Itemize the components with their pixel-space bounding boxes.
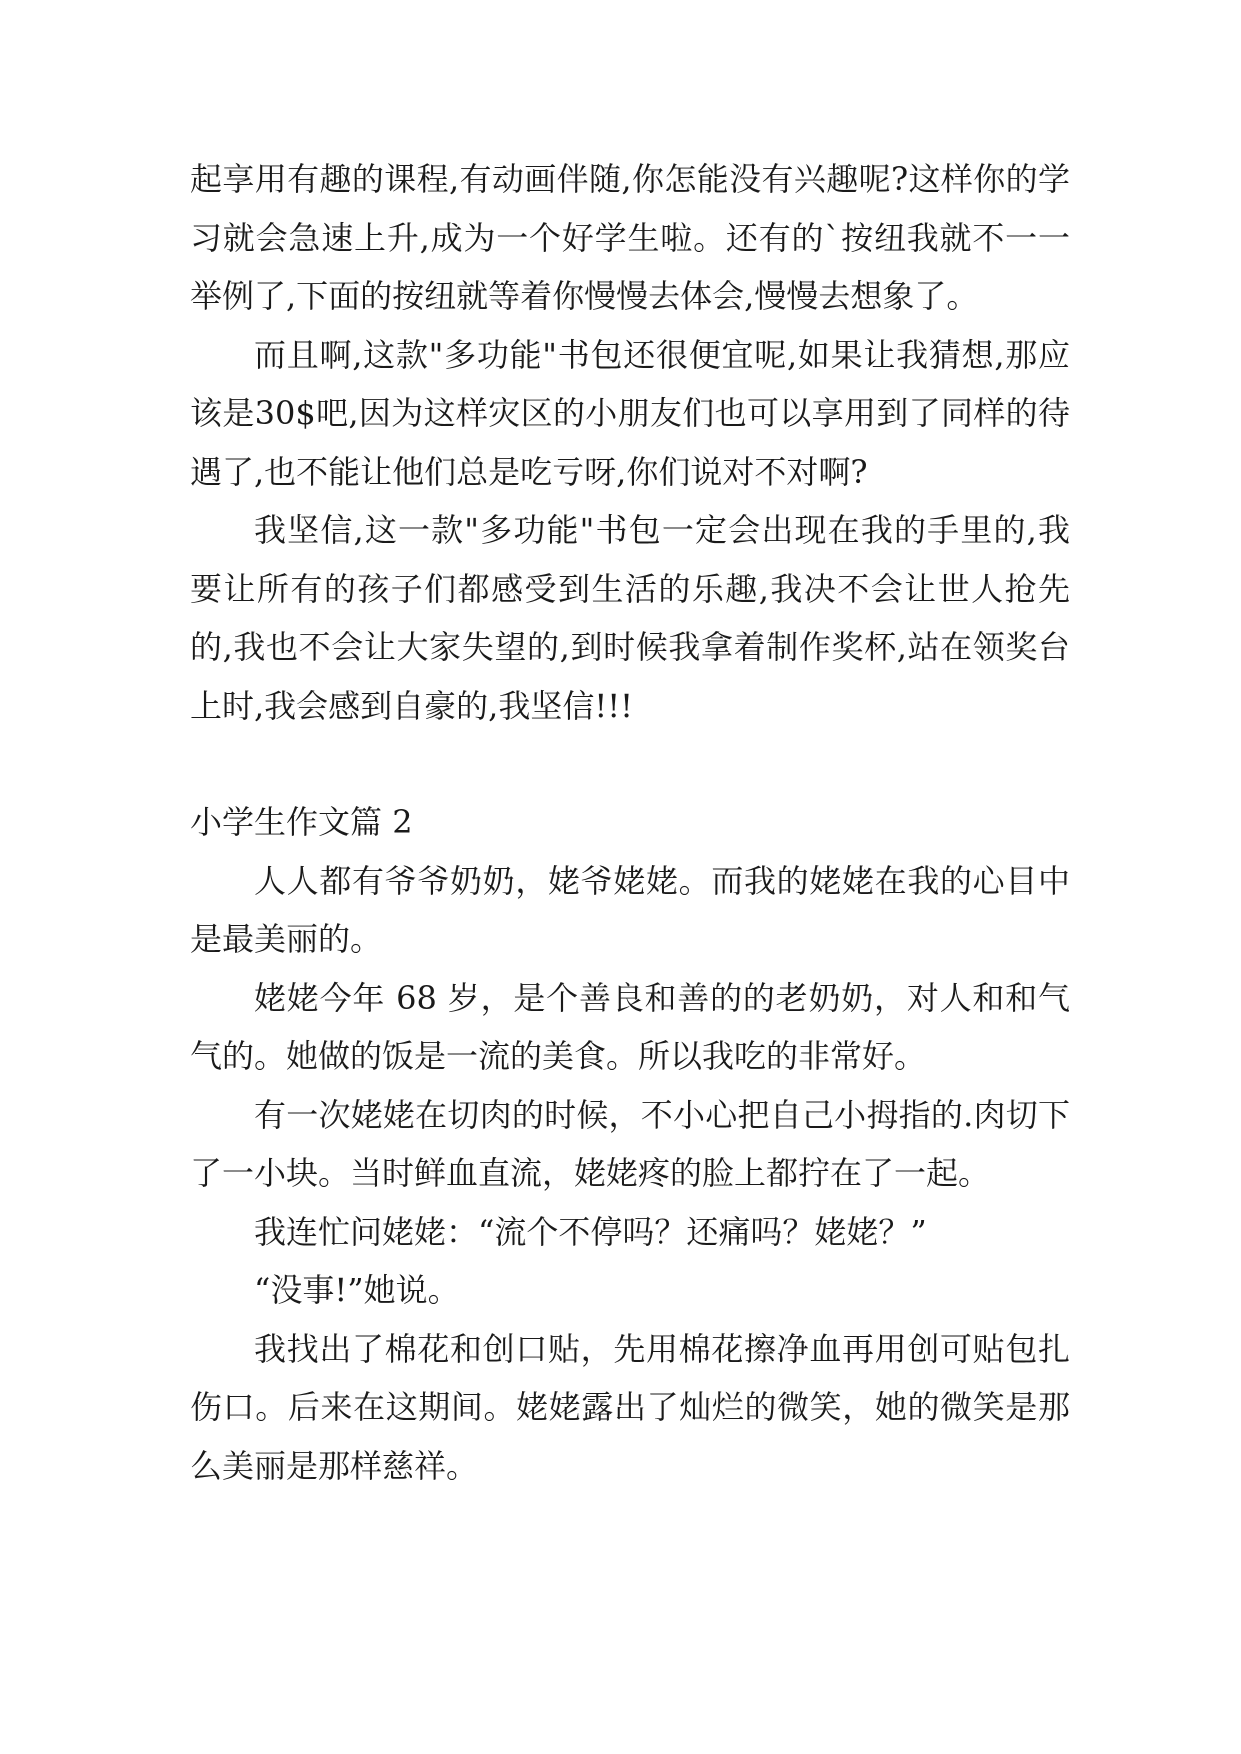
paragraph: “没事!”她说。 <box>254 1271 460 1309</box>
document-body <box>190 150 1070 1495</box>
paragraph: 人人都有爷爷奶奶，姥爷姥姥。而我的姥姥在我的心目中是最美丽的。 <box>190 861 1070 958</box>
section-heading-title: 小学生作文 <box>190 803 351 841</box>
paragraph: 起享用有趣的课程,有动画伴随,你怎能没有兴趣呢?这样你的学习就会急速上升,成为一个好学生啦。还有的`按纽我就不一一举例了,下面的按纽就等着你慢慢去体会,慢慢去想象了。 <box>190 160 1070 315</box>
paragraph: 我坚信,这一款"多功能"书包一定会出现在我的手里的,我要让所有的孩子们都感受到生活的乐趣,我决不会让世人抢先的,我也不会让大家失望的,到时候我拿着制作奖杯,站在领奖台上时,我会感到自豪的,我坚信!!! <box>190 511 1070 725</box>
section-heading-number: 篇 2 <box>350 803 413 841</box>
paragraph: 姥姥今年 68 岁，是个善良和善的的老奶奶，对人和和气气的。她做的饭是一流的美食。所以我吃的非常好。 <box>190 978 1070 1075</box>
paragraph: 有一次姥姥在切肉的时候，不小心把自己小拇指的.肉切下了一小块。当时鲜血直流，姥姥疼的脸上都拧在了一起。 <box>190 1095 1070 1192</box>
section-heading <box>190 793 1070 852</box>
paragraph: 我连忙问姥姥：“流个不停吗？还痛吗？姥姥？” <box>254 1212 927 1251</box>
paragraph: 而且啊,这款"多功能"书包还很便宜呢,如果让我猜想,那应该是30$吧,因为这样灾区的小朋友们也可以享用到了同样的待遇了,也不能让他们总是吃亏呀,你们说对不对啊? <box>190 335 1070 491</box>
paragraph: 我找出了棉花和创口贴，先用棉花擦净血再用创可贴包扎伤口。后来在这期间。姥姥露出了灿烂的微笑，她的微笑是那么美丽是那样慈祥。 <box>190 1329 1070 1485</box>
